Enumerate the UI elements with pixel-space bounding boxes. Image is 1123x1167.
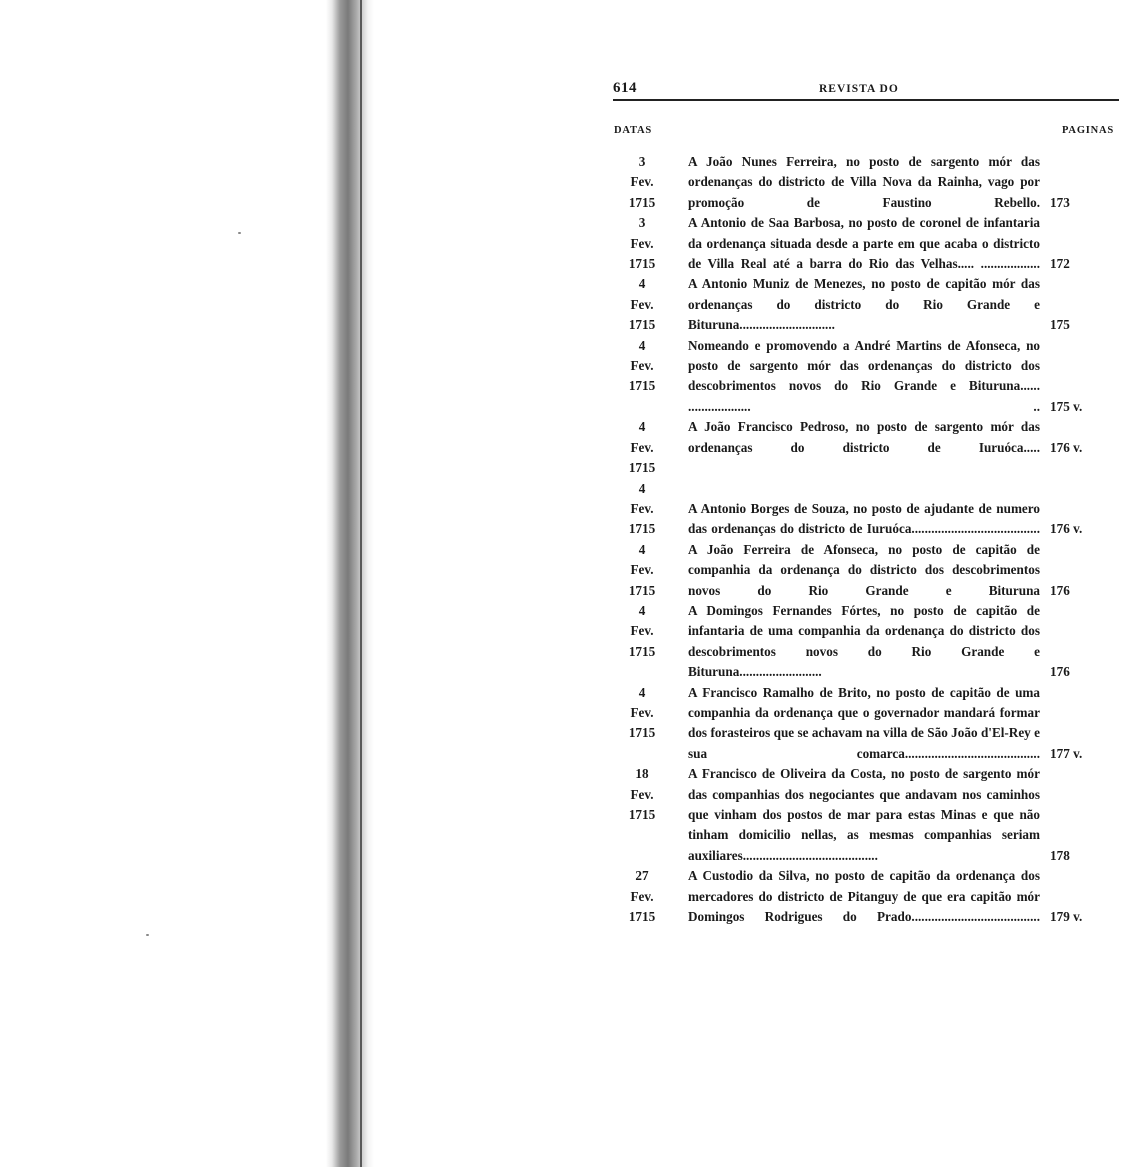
list-item <box>612 601 1120 683</box>
entry-page-ref: 177 v. <box>1050 745 1083 761</box>
entry-day: 4 <box>638 337 646 353</box>
entry-date <box>612 764 672 825</box>
entry-text: A João Ferreira de Afonseca, no posto de capitão de companhia da ordenança do districto dos descobrimentos novos do Rio Grande e Bituruna <box>688 541 1040 598</box>
list-item <box>612 213 1120 274</box>
entry-year: 1715 <box>628 909 656 925</box>
entry-day: 4 <box>638 541 646 557</box>
list-item <box>612 479 1120 540</box>
entry-month: Fev. <box>630 296 654 312</box>
entry-text: A Custodio da Silva, no posto de capitão da ordenança dos mercadores do districto de Pitanguy de que era capitão mór Domingos Rodrigues do Prado....................................... <box>688 868 1040 925</box>
entry-text: A João Nunes Ferreira, no posto de sargento mór das ordenanças do districto de Villa Nova da Rainha, vago por promoção de Faustino Rebello. <box>688 154 1040 210</box>
entry-day: 18 <box>635 766 649 782</box>
entry-year: 1715 <box>628 194 656 210</box>
book-gutter <box>326 0 374 1167</box>
entry-text: A Francisco de Oliveira da Costa, no posto de sargento mór das companhias dos negociantes que andavam nos caminhos que vinham dos postos de mar para estas Minas e que não tinham domicilio nellas, as mesmas companhias seriam auxiliares......................................... <box>688 766 1040 863</box>
entry-page-ref: 176 <box>1050 582 1070 598</box>
entry-text: A Domingos Fernandes Fórtes, no posto de capitão de infantaria de uma companhia da ordenança do districto dos descobrimentos novos do Rio Grande e Bituruna......................... <box>688 602 1040 680</box>
entry-month: Fev. <box>630 439 654 455</box>
entry-page-ref: 176 v. <box>1050 521 1083 537</box>
entry-date <box>612 866 672 927</box>
list-item <box>612 866 1120 927</box>
list-item <box>612 152 1120 213</box>
dates-column-heading: DATAS <box>614 125 653 136</box>
entry-date <box>612 540 672 601</box>
list-item <box>612 274 1120 335</box>
entry-date <box>612 274 672 335</box>
entry-date <box>612 683 672 744</box>
gutter-shadow-line <box>360 0 362 1167</box>
entry-date <box>612 417 672 478</box>
list-item <box>612 683 1120 765</box>
entry-day: 4 <box>638 276 646 292</box>
entry-year: 1715 <box>628 378 656 394</box>
entry-month: Fev. <box>630 786 654 802</box>
entry-page-ref: 179 v. <box>1050 909 1083 925</box>
entry-day: 4 <box>638 480 646 496</box>
entry-year: 1715 <box>628 582 656 598</box>
entry-text: A Antonio Borges de Souza, no posto de ajudante de numero das ordenanças do districto de Iuruóca....................................... <box>688 500 1040 537</box>
paper-speck <box>146 934 149 936</box>
entry-month: Fev. <box>630 174 654 190</box>
paper-speck <box>238 232 241 234</box>
header-rule <box>613 99 1119 101</box>
entry-day: 3 <box>638 154 646 169</box>
list-item <box>612 764 1120 866</box>
entry-day: 3 <box>638 215 646 231</box>
entry-page-ref: 178 <box>1050 847 1070 863</box>
entry-month: Fev. <box>630 562 654 578</box>
list-item <box>612 336 1120 418</box>
entry-month: Fev. <box>630 500 654 516</box>
entry-page-ref: 175 v. <box>1050 398 1083 414</box>
entry-text: A João Francisco Pedroso, no posto de sargento mór das ordenanças do districto de Iuruóca..... <box>688 419 1040 455</box>
entry-day: 4 <box>638 602 646 618</box>
list-item <box>612 417 1120 478</box>
entry-date <box>612 336 672 397</box>
entry-year: 1715 <box>628 643 656 659</box>
entry-year: 1715 <box>628 521 656 537</box>
entry-year: 1715 <box>628 807 656 822</box>
pages-column-heading: PAGINAS <box>1062 125 1115 136</box>
entry-date <box>612 152 672 213</box>
entry-list <box>612 152 1120 927</box>
entry-month: Fev. <box>630 888 654 904</box>
entry-text: A Antonio de Saa Barbosa, no posto de coronel de infantaria da ordenança situada desde a parte em que acaba o districto de Villa Real até a barra do Rio das Velhas..... .................. <box>688 215 1040 272</box>
entry-page-ref: 175 <box>1050 317 1070 333</box>
entry-page-ref: 172 <box>1050 256 1070 272</box>
entry-page-ref: 176 <box>1050 664 1070 680</box>
entry-month: Fev. <box>630 623 654 639</box>
entry-text: A Francisco Ramalho de Brito, no posto de capitão de uma companhia da ordenança que o governador mandará formar dos forasteiros que se achavam na villa de São João d'El-Rey e sua comarca......................................... <box>688 684 1040 761</box>
entry-day: 27 <box>635 868 649 884</box>
entry-month: Fev. <box>630 358 654 374</box>
entry-month: Fev. <box>630 704 654 720</box>
entry-day: 4 <box>638 419 646 435</box>
entry-year: 1715 <box>628 725 656 741</box>
entry-month: Fev. <box>630 235 654 251</box>
entry-page-ref: 173 <box>1050 194 1070 210</box>
entry-day: 4 <box>638 684 646 700</box>
list-item <box>612 540 1120 601</box>
entry-year: 1715 <box>628 460 656 476</box>
entry-date <box>612 479 672 540</box>
entry-year: 1715 <box>628 317 656 333</box>
entry-text: A Antonio Muniz de Menezes, no posto de capitão mór das ordenanças do districto do Rio Grande e Bituruna............................. <box>688 276 1040 333</box>
entry-text: Nomeando e promovendo a André Martins de Afonseca, no posto de sargento mór das ordenanças do districto dos descobrimentos novos do Rio Grande e Bituruna...... ................... .. <box>688 337 1040 414</box>
entry-date <box>612 213 672 274</box>
entry-page-ref: 176 v. <box>1050 439 1083 455</box>
entry-year: 1715 <box>628 256 656 272</box>
entry-date <box>612 601 672 662</box>
page-number: 614 <box>613 80 637 96</box>
running-title: REVISTA DO <box>819 83 899 95</box>
